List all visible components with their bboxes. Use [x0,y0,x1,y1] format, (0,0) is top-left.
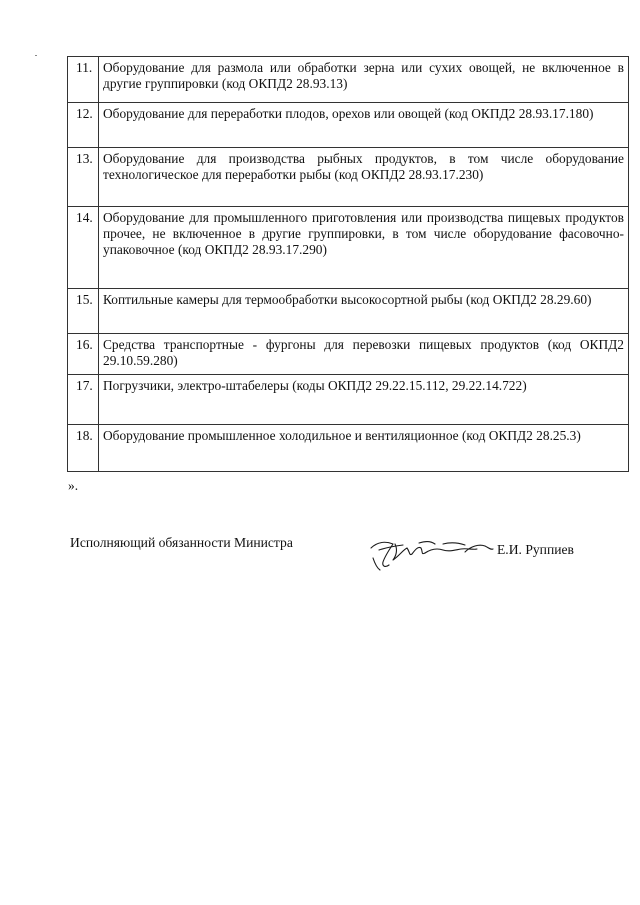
row-text: Средства транспортные - фургоны для перевозки пищевых продуктов (код ОКПД2 29.10.59.280) [99,334,629,375]
row-number: 18. [68,425,99,472]
row-text: Оборудование для промышленного приготовления или производства пищевых продуктов прочее, не включенное в другие группировки, в том числе оборудование фасовочно-упаковочное (код ОКПД2 28.93.17.290) [99,207,629,289]
row-number: 12. [68,103,99,148]
row-number: 13. [68,148,99,207]
table-row [68,57,629,103]
table-row [68,375,629,425]
table-row [68,103,629,148]
signatory-name: Е.И. Руппиев [497,542,574,557]
row-text: Оборудование для производства рыбных продуктов, в том числе оборудование технологическое для переработки рыбы (код ОКПД2 28.93.17.230) [99,148,629,207]
table-row [68,289,629,334]
table-row [68,334,629,375]
closing-quote-mark: ». [68,478,79,493]
row-number: 11. [68,57,99,103]
table-row [68,425,629,472]
signatory-title: Исполняющий обязанности Министра [70,535,293,550]
row-text: Оборудование для переработки плодов, орехов или овощей (код ОКПД2 28.93.17.180) [99,103,629,148]
row-number: 17. [68,375,99,425]
handwritten-signature [365,528,495,572]
scan-speck [35,55,37,56]
row-text: Погрузчики, электро-штабелеры (коды ОКПД2 29.22.15.112, 29.22.14.722) [99,375,629,425]
row-text: Коптильные камеры для термообработки высокосортной рыбы (код ОКПД2 28.29.60) [99,289,629,334]
row-text: Оборудование промышленное холодильное и вентиляционное (код ОКПД2 28.25.3) [99,425,629,472]
row-number: 15. [68,289,99,334]
row-text: Оборудование для размола или обработки зерна или сухих овощей, не включенное в другие группировки (код ОКПД2 28.93.13) [99,57,629,103]
row-number: 14. [68,207,99,289]
table-row [68,148,629,207]
table-row [68,207,629,289]
row-number: 16. [68,334,99,375]
equipment-table [67,56,629,472]
